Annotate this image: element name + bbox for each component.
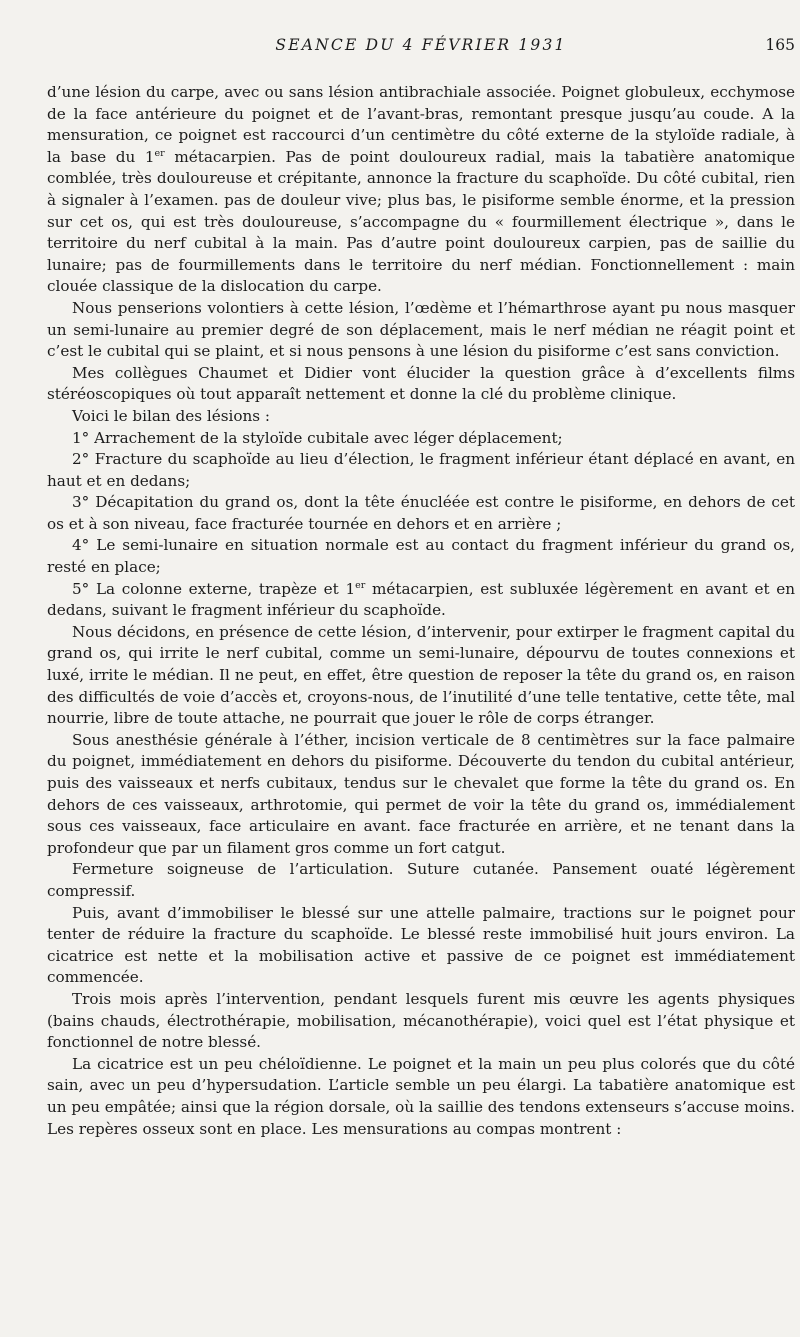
paragraph: Puis, avant d’immobiliser le blessé sur une attelle palmaire, tractions sur le poignet pour tenter de réduire la fracture du scaphoïde. Le blessé reste immobilisé huit jours environ. La cicatrice est nette et la mobilisation active et passive de ce poignet est immédiatement commencée. — [47, 903, 795, 987]
list-item: 5° La colonne externe, trapèze et 1er métacarpien, est subluxée légèrement en avant et en dedans, suivant le fragment inférieur du scaphoïde. — [47, 579, 796, 620]
paragraph: Sous anesthésie générale à l’éther, incision verticale de 8 centimètres sur la face palmaire du poignet, immédiatement en dehors du pisiforme. Découverte du tendon du cubital antérieur, puis des vaisseaux et nerfs cubitaux, tendus sur le chevalet que forme la tête du grand os. En dehors de ces vaisseaux, arthrotomie, qui permet de voir la tête du grand os, immédialement sous ces vaisseaux, face articulaire en avant. face fracturée en arrière, et ne tenant dans la profondeur que par un filament gros comme un fort catgut. — [47, 730, 795, 857]
list-item: 3° Décapitation du grand os, dont la tête énucléée est contre le pisiforme, en dehors de cet os et à son niveau, face fracturée tournée en dehors et en arrière ; — [47, 493, 795, 533]
running-title: SEANCE DU 4 FÉVRIER 1931 — [275, 36, 567, 54]
list-item: 4° Le semi-lunaire en situation normale est au contact du fragment inférieur du grand os, resté en place; — [47, 536, 795, 577]
ordinal-superscript: er — [355, 579, 366, 591]
page-number: 165 — [765, 36, 795, 54]
running-header — [47, 36, 795, 62]
list-item: 2° Fracture du scaphoïde au lieu d’élection, le fragment inférieur étant déplacé en avant, en haut et en dedans; — [47, 450, 795, 490]
paragraph: Nous décidons, en présence de cette lésion, d’intervenir, pour extirper le fragment capital du grand os, qui irrite le nerf cubital, comme un semi-lunaire, dépourvu de toutes connexions et luxé, irrite le médian. Il ne peut, en effet, être question de reposer la tête du grand os, en raison des difficultés de voie d’accès et, croyons-nous, de l’inutilité d’une telle tentative, cette tête, mal nourrie, libre de toute attache, ne pourrait que jouer le rôle de corps étranger. — [47, 622, 795, 728]
list-item: 1° Arrachement de la styloïde cubitale avec léger déplacement; — [72, 428, 563, 447]
paragraph: Mes collègues Chaumet et Didier vont élucider la question grâce à d’excellents films stéréoscopiques où tout apparaît nettement et donne la clé du problème clinique. — [47, 363, 795, 404]
ordinal-superscript: er — [154, 147, 165, 159]
body-text — [47, 82, 795, 1140]
paragraph: d’une lésion du carpe, avec ou sans lésion antibrachiale associée. Poignet globuleux, ecchymose de la face antérieure du poignet et de l’avant-bras, remontant presque jusqu’au coude. A la mensuration, ce poignet est raccourci d’un centimètre du côté externe de la styloïde radiale, à la base du 1er métacarpien. Pas de point douloureux radial, mais la tabatière anatomique comblée, très douloureuse et crépitante, annonce la fracture du scaphoïde. Du côté cubital, rien à signaler à l’examen. pas de douleur vive; plus bas, le pisiforme semble énorme, et la pression sur cet os, qui est très douloureuse, s’accompagne du « fourmillement électrique », dans le territoire du nerf cubital à la main. Pas d’autre point douloureux carpien, pas de saillie du lunaire; pas de fourmillements dans le territoire du nerf médian. Fonctionnellement : main clouée classique de la dislocation du carpe. — [47, 83, 795, 296]
paragraph: Voici le bilan des lésions : — [72, 406, 271, 425]
document-page — [47, 36, 795, 1140]
paragraph: La cicatrice est un peu chéloïdienne. Le poignet et la main un peu plus colorés que du côté sain, avec un peu d’hypersudation. L’article semble un peu élargi. La tabatière anatomique est un peu empâtée; ainsi que la région dorsale, où la saillie des tendons extenseurs s’accuse moins. Les repères osseux sont en place. Les mensurations au compas montrent : — [47, 1054, 795, 1138]
paragraph: Fermeture soigneuse de l’articulation. Suture cutanée. Pansement ouaté légèrement compressif. — [47, 860, 795, 900]
paragraph: Nous penserions volontiers à cette lésion, l’œdème et l’hémarthrose ayant pu nous masquer un semi-lunaire au premier degré de son déplacement, mais le nerf médian ne réagit point et c’est le cubital qui se plaint, et si nous pensons à une lésion du pisiforme c’est sans conviction. — [47, 298, 795, 361]
paragraph: Trois mois après l’intervention, pendant lesquels furent mis œuvre les agents physiques (bains chauds, électrothérapie, mobilisation, mécanothérapie), voici quel est l’état physique et fonctionnel de notre blessé. — [47, 989, 795, 1052]
